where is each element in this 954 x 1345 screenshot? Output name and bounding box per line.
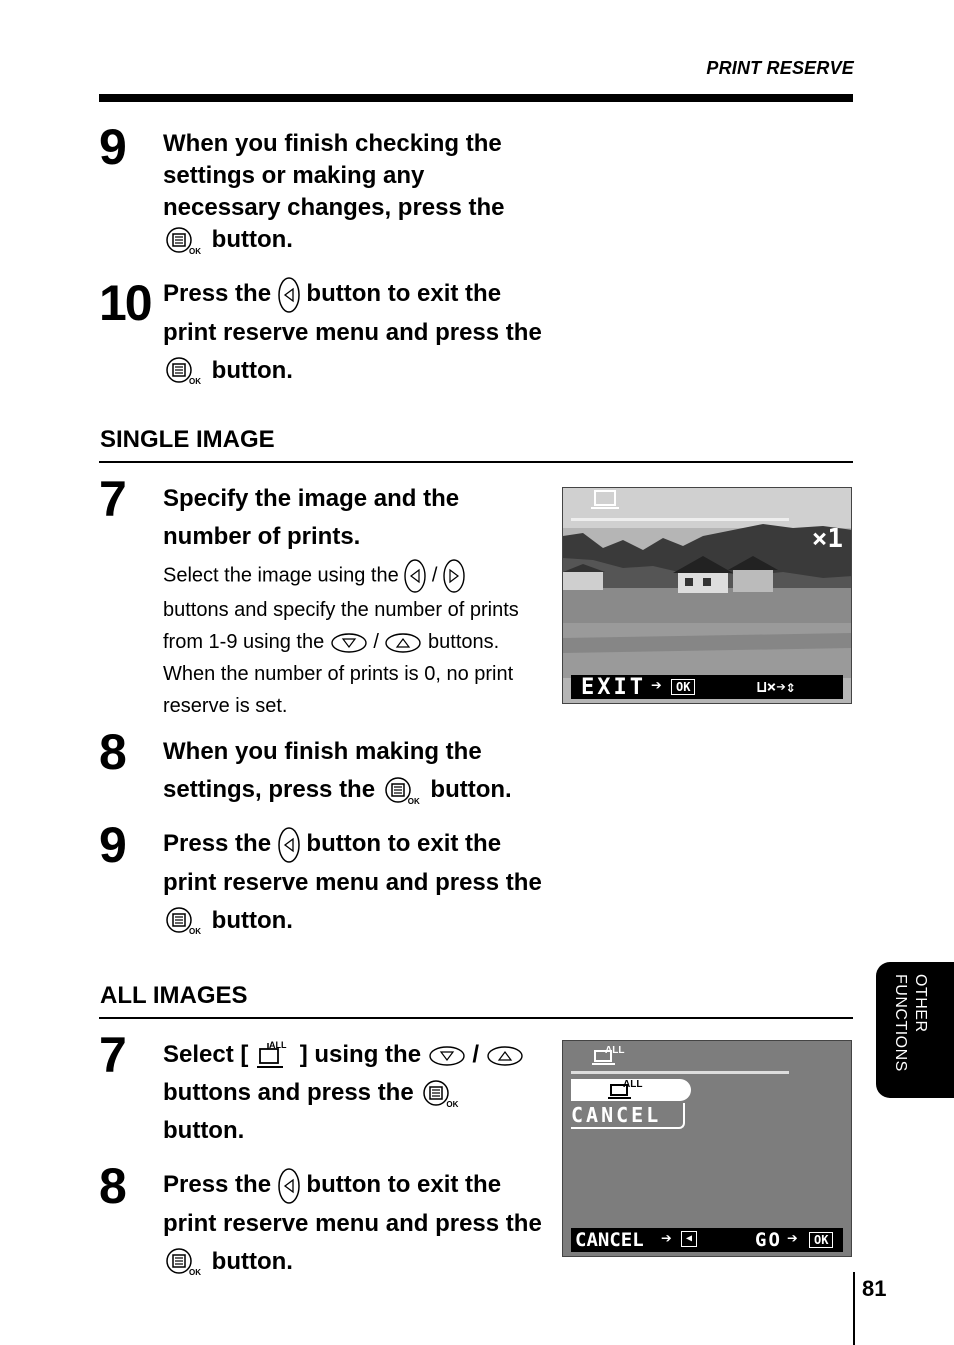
cancel-label: CANCEL [575,1229,644,1251]
screen-bottom-bar [571,1228,843,1252]
step-description [163,558,535,722]
step-text-part: button. [211,226,293,253]
camera-lcd-single-image [562,487,852,704]
section-rule [99,461,853,463]
arrow-right-icon: ➔ [661,1228,672,1249]
left-arrow-button-icon [278,276,300,314]
screen-rule [571,1071,789,1074]
step-text [163,128,543,256]
ok-label: OK [189,377,201,387]
step-number: 9 [99,817,125,873]
step-text-part: button. [211,356,293,384]
ok-key-label: OK [671,679,695,695]
step-number: 7 [99,471,125,527]
desc-separator: / [373,631,379,653]
step-text-part: Press the [163,830,272,857]
right-arrow-button-icon [443,558,465,594]
step-number: 10 [99,275,151,331]
step-text [163,275,543,390]
up-arrow-button-icon [384,632,422,654]
ok-label: OK [189,927,201,937]
step-number: 8 [99,1158,125,1214]
ok-menu-button-icon [384,776,420,806]
print-count: ×1 [811,524,843,554]
screen-bottom-bar [571,675,843,699]
ok-menu-button-icon [165,906,201,936]
step-text-part: Press the [163,1171,272,1198]
ok-label: OK [189,246,201,256]
side-tab-label: OTHER FUNCTIONS [892,974,929,1072]
left-arrow-button-icon [278,1167,300,1205]
arrow-right-icon: ➔ [787,1228,798,1249]
step-text-part: When you finish checking the settings or making any necessary changes, press the [163,130,505,221]
landscape-photo [563,488,852,704]
page-number: 81 [862,1276,887,1301]
desc-part: Select the image using the [163,564,399,587]
camera-lcd-all-images [562,1040,852,1257]
up-arrow-button-icon [486,1045,524,1067]
step-number: 7 [99,1027,125,1083]
step-text-part: button. [211,906,293,934]
section-title-single-image: SINGLE IMAGE [100,426,275,453]
step-text-part: When you finish making the settings, press the [163,738,482,803]
step-text-part: button to exit the print reserve menu and press the [163,1171,542,1237]
step-text [163,1036,535,1150]
go-label: GO [755,1229,782,1251]
step-text-part: buttons and press the [163,1079,414,1106]
step-text-part: button to exit the print reserve menu and press the [163,280,542,346]
step-text-part: Press the [163,280,272,307]
print-all-icon [255,1041,293,1071]
ok-label: OK [189,1268,201,1278]
step-text-part: button. [430,776,512,803]
page-number-rule [853,1272,855,1345]
step-text-part: button. [163,1117,245,1144]
step-number: 9 [99,119,125,175]
step-number: 8 [99,724,125,780]
step-text-part: button. [211,1247,293,1275]
ok-menu-button-icon [165,226,201,256]
arrow-right-icon: ➔ [651,675,662,696]
left-arrow-button-icon [404,558,426,594]
down-arrow-button-icon [428,1045,466,1067]
desc-separator: / [431,564,438,587]
down-arrow-button-icon [330,632,368,654]
page-header-title: PRINT RESERVE [706,58,854,78]
exit-label: EXIT [581,675,646,700]
menu-option-cancel[interactable]: CANCEL [571,1103,685,1129]
section-rule [99,1017,853,1019]
step-text-part: ] using the [299,1041,422,1068]
desc-part: buttons and specify the number of prints from 1-9 using the [163,599,519,653]
ok-key-label: OK [809,1232,833,1248]
step-text-part: button to exit the print reserve menu and press the [163,830,542,896]
section-title-all-images: ALL IMAGES [100,982,248,1009]
back-key-icon: ◀ [681,1231,697,1247]
step-text-part: Select [ [163,1041,249,1068]
screen-all-label: ALL [605,1045,625,1056]
left-arrow-button-icon [278,826,300,864]
top-rule [99,94,853,102]
step-text [163,733,553,809]
screen-print-all-icon [591,1045,631,1067]
print-all-label: ALL [269,1039,287,1050]
ok-label: OK [407,796,420,806]
desc-part: buttons. When the number of prints is 0, no print reserve is set. [163,631,514,717]
ok-menu-button-icon [422,1079,458,1109]
menu-option-all-selected[interactable] [571,1079,691,1101]
step-heading: Specify the image and the number of prints. [163,485,460,550]
ok-menu-button-icon [165,356,201,386]
step-separator: / [472,1041,480,1068]
ok-menu-button-icon [165,1247,201,1277]
print-times-icon: ⊔×➔⇕ [757,677,796,696]
step-text [163,825,543,940]
ok-label: OK [446,1099,459,1109]
step-text [163,1166,543,1281]
step-text [163,480,535,722]
chapter-side-tab [876,962,954,1098]
menu-all-label: ALL [623,1079,643,1090]
